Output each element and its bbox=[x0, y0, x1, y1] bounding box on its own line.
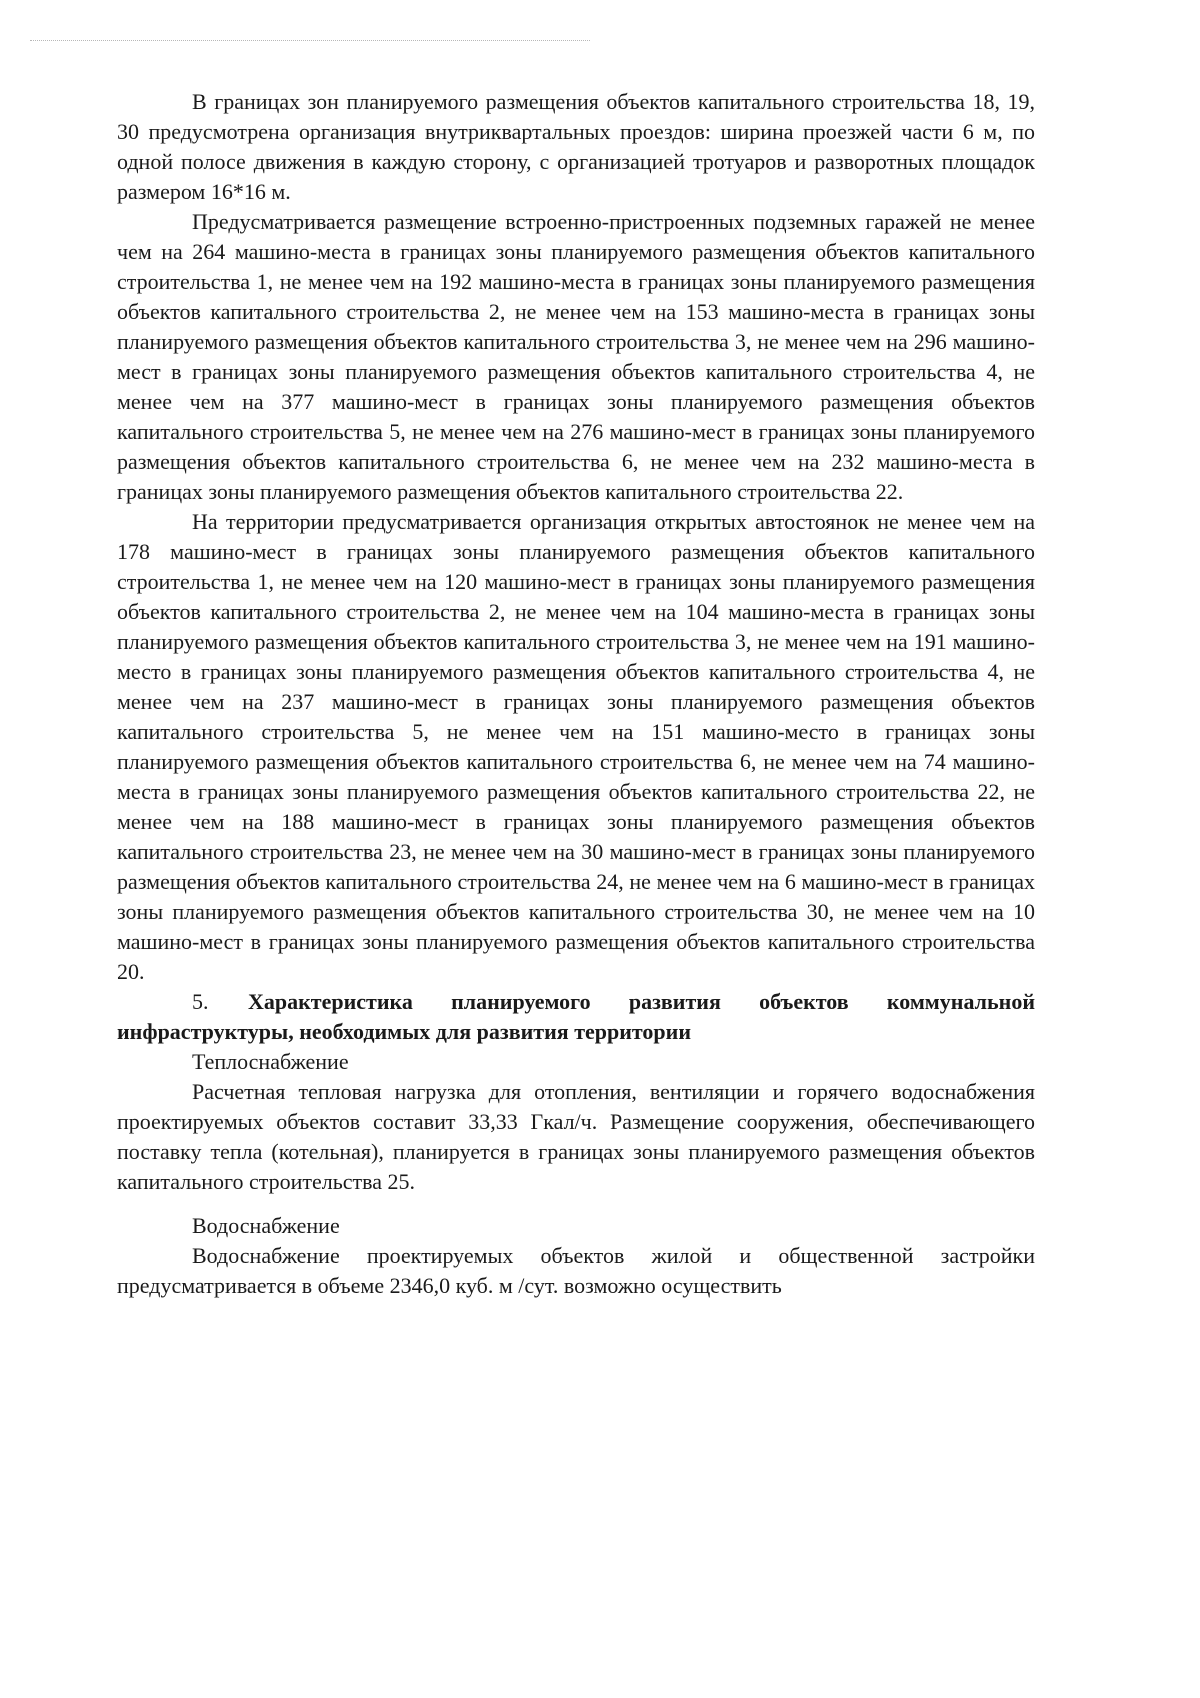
section-title: Характеристика планируемого развития объектов коммунальной инфраструктуры, необходимых для развития территории bbox=[117, 989, 1035, 1044]
paragraph-water-supply: Водоснабжение проектируемых объектов жилой и общественной застройки предусматривается в объеме 2346,0 куб. м /сут. возможно осуществить bbox=[117, 1243, 1035, 1298]
paragraph-heat-supply: Расчетная тепловая нагрузка для отопления, вентиляции и горячего водоснабжения проектируемых объектов составит 33,33 Гкал/ч. Размещение сооружения, обеспечивающего поставку тепла (котельная), планируется в границах зоны планируемого размещения объектов капитального строительства 25. bbox=[117, 1079, 1035, 1194]
subheading-water-supply: Водоснабжение bbox=[192, 1213, 340, 1238]
section-number: 5. bbox=[192, 989, 209, 1014]
paragraph-open-parking: На территории предусматривается организация открытых автостоянок не менее чем на 178 машино-мест в границах зоны планируемого размещения объектов капитального строительства 1, не менее чем на 120 машино-мест в границах зоны планируемого размещения объектов капитального строительства 2, не менее чем на 104 машино-места в границах зоны планируемого размещения объектов капитального строительства 3, не менее чем на 191 машино-место в границах зоны планируемого размещения объектов капитального строительства 4, не менее чем на 237 машино-мест в границах зоны планируемого размещения объектов капитального строительства 5, не менее чем на 151 машино-место в границах зоны планируемого размещения объектов капитального строительства 6, не менее чем на 74 машино-места в границах зоны планируемого размещения объектов капитального строительства 22, не менее чем на 188 машино-мест в границах зоны планируемого размещения объектов капитального строительства 23, не менее чем на 30 машино-мест в границах зоны планируемого размещения объектов капитального строительства 24, не менее чем на 6 машино-мест в границах зоны планируемого размещения объектов капитального строительства 30, не менее чем на 10 машино-мест в границах зоны планируемого размещения объектов капитального строительства 20. bbox=[117, 509, 1035, 984]
paragraph-underground-garages: Предусматривается размещение встроенно-пристроенных подземных гаражей не менее чем на 264 машино-места в границах зоны планируемого размещения объектов капитального строительства 1, не менее чем на 192 машино-места в границах зоны планируемого размещения объектов капитального строительства 2, не менее чем на 153 машино-места в границах зоны планируемого размещения объектов капитального строительства 3, не менее чем на 296 машино-мест в границах зоны планируемого размещения объектов капитального строительства 4, не менее чем на 377 машино-мест в границах зоны планируемого размещения объектов капитального строительства 5, не менее чем на 276 машино-мест в границах зоны планируемого размещения объектов капитального строительства 6, не менее чем на 232 машино-места в границах зоны планируемого размещения объектов капитального строительства 22. bbox=[117, 209, 1035, 504]
paragraph-driveways: В границах зон планируемого размещения объектов капитального строительства 18, 19, 30 предусмотрена организация внутриквартальных проездов: ширина проезжей части 6 м, по одной полосе движения в каждую сторону, с организацией тротуаров и разворотных площадок размером 16*16 м. bbox=[117, 89, 1035, 204]
section-heading bbox=[117, 987, 1035, 1047]
scan-artifact-line bbox=[30, 40, 590, 45]
document-page bbox=[117, 87, 1035, 1301]
subheading-heat-supply: Теплоснабжение bbox=[192, 1049, 349, 1074]
